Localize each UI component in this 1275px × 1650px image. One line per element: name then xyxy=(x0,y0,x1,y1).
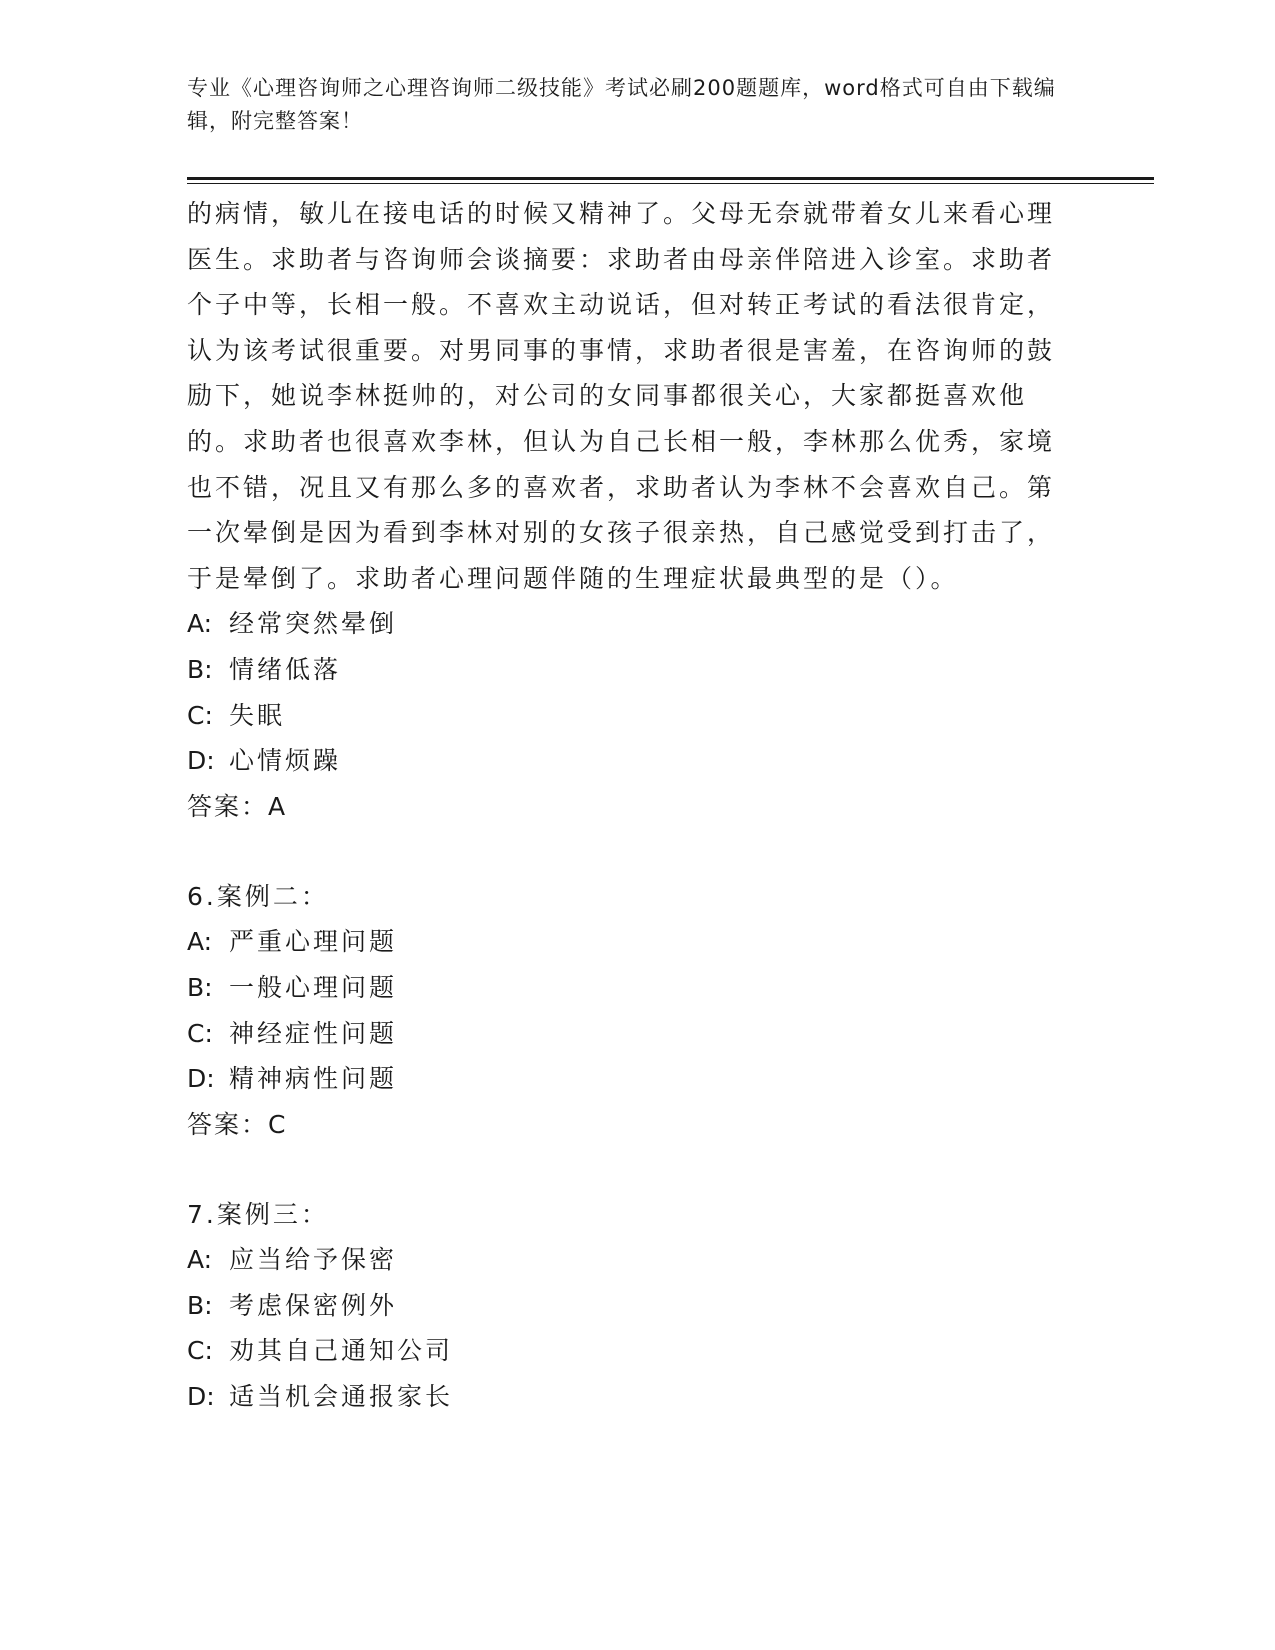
question-6-answer: 答案：C xyxy=(187,1109,288,1139)
option-text: 应当给予保密 xyxy=(229,1245,398,1275)
option-label: D: xyxy=(187,1064,215,1094)
option-text: 神经症性问题 xyxy=(229,1018,398,1048)
option-label: A: xyxy=(187,1245,213,1275)
question-5-option-a xyxy=(187,601,1077,647)
option-label: A: xyxy=(187,609,213,639)
option-label: D: xyxy=(187,1382,215,1412)
page-header: 专业《心理咨询师之心理咨询师二级技能》考试必刷200题题库，word格式可自由下载编辑，附完整答案！ xyxy=(187,76,1056,133)
question-5-stem: 的病情，敏儿在接电话的时候又精神了。父母无奈就带着女儿来看心理医生。求助者与咨询师会谈摘要：求助者由母亲伴陪进入诊室。求助者个子中等，长相一般。不喜欢主动说话，但对转正考试的看法很肯定，认为该考试很重要。对男同事的事情，求助者很是害羞，在咨询师的鼓励下，她说李林挺帅的，对公司的女同事都很关心，大家都挺喜欢他的。求助者也很喜欢李林，但认为自己长相一般，李林那么优秀，家境也不错，况且又有那么多的喜欢者，求助者认为李林不会喜欢自己。第一次晕倒是因为看到李林对别的女孩子很亲热，自己感觉受到打击了，于是晕倒了。求助者心理问题伴随的生理症状最典型的是（）。 xyxy=(187,199,1056,593)
header-divider-thin xyxy=(187,183,1154,184)
option-text: 情绪低落 xyxy=(229,654,342,684)
question-6-title: 6.案例二： xyxy=(187,881,329,911)
question-7-title: 7.案例三： xyxy=(187,1199,329,1229)
option-label: B: xyxy=(187,1290,213,1320)
question-7-option-a xyxy=(187,1237,1077,1283)
option-label: B: xyxy=(187,654,213,684)
option-text: 经常突然晕倒 xyxy=(229,609,398,639)
spacer xyxy=(187,830,1077,874)
spacer xyxy=(187,1148,1077,1192)
question-6-option-c xyxy=(187,1011,1077,1057)
question-7-option-b xyxy=(187,1283,1077,1329)
question-6-option-d xyxy=(187,1056,1077,1102)
document-body xyxy=(187,190,1077,1420)
header-divider-thick xyxy=(187,177,1154,180)
option-text: 适当机会通报家长 xyxy=(229,1382,454,1412)
option-text: 失眠 xyxy=(229,700,286,730)
option-text: 一般心理问题 xyxy=(229,972,398,1002)
question-5-answer: 答案：A xyxy=(187,791,288,821)
question-6-option-a xyxy=(187,919,1077,965)
question-6-option-b xyxy=(187,965,1077,1011)
option-text: 心情烦躁 xyxy=(229,746,342,776)
option-label: B: xyxy=(187,972,213,1002)
option-text: 严重心理问题 xyxy=(229,927,398,957)
option-label: D: xyxy=(187,746,215,776)
question-5-option-c xyxy=(187,693,1077,739)
option-text: 考虑保密例外 xyxy=(229,1290,398,1320)
question-5-option-b xyxy=(187,647,1077,693)
option-label: C: xyxy=(187,1018,213,1048)
question-7-option-d xyxy=(187,1374,1077,1420)
question-7-option-c xyxy=(187,1328,1077,1374)
option-text: 劝其自己通知公司 xyxy=(229,1336,454,1366)
option-label: C: xyxy=(187,700,213,730)
question-5-option-d xyxy=(187,738,1077,784)
option-text: 精神病性问题 xyxy=(229,1064,398,1094)
option-label: A: xyxy=(187,927,213,957)
option-label: C: xyxy=(187,1336,213,1366)
